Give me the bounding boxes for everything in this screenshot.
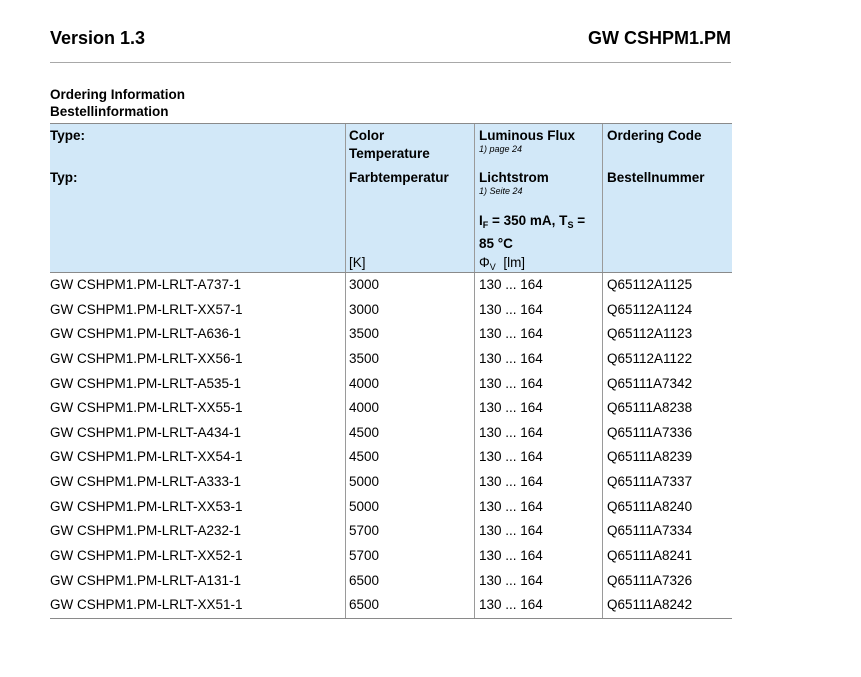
cell-ordering-code: Q65111A8239	[607, 449, 693, 465]
cell-ordering-code: Q65112A1122	[607, 350, 693, 366]
cell-type: GW CSHPM1.PM-LRLT-XX55-1	[50, 400, 243, 416]
table-row	[50, 421, 732, 446]
cell-color-temperature: 5700	[349, 548, 380, 564]
table-row	[50, 273, 732, 298]
cell-luminous-flux: 130 ... 164	[479, 326, 543, 342]
flux-symbol: Φ	[479, 255, 490, 270]
current-value: = 350 mA, T	[488, 213, 568, 228]
temperature-subscript: S	[567, 220, 574, 230]
header-flux-condition-line1	[479, 212, 585, 235]
column-divider	[602, 124, 603, 272]
table-row	[50, 347, 732, 372]
section-title-en: Ordering Information	[50, 87, 185, 102]
cell-luminous-flux: 130 ... 164	[479, 424, 543, 440]
cell-color-temperature: 4500	[349, 424, 380, 440]
cell-luminous-flux: 130 ... 164	[479, 350, 543, 366]
cell-ordering-code: Q65111A7334	[607, 523, 693, 539]
cell-type: GW CSHPM1.PM-LRLT-A131-1	[50, 572, 242, 588]
header-code-en: Ordering Code	[607, 128, 702, 143]
cell-ordering-code: Q65111A7326	[607, 572, 693, 588]
table-row	[50, 544, 732, 569]
table-row	[50, 593, 732, 618]
cell-luminous-flux: 130 ... 164	[479, 548, 543, 564]
cell-type: GW CSHPM1.PM-LRLT-XX51-1	[50, 597, 243, 613]
cell-type: GW CSHPM1.PM-LRLT-A737-1	[50, 277, 242, 292]
header-color-temp-en-line2: Temperature	[349, 145, 430, 161]
cell-type: GW CSHPM1.PM-LRLT-XX53-1	[50, 498, 243, 514]
table-row	[50, 569, 732, 594]
column-divider	[345, 124, 346, 272]
page-header	[50, 28, 731, 50]
header-color-temp-de: Farbtemperatur	[349, 170, 449, 185]
header-color-temp-unit: [K]	[349, 255, 366, 270]
cell-type: GW CSHPM1.PM-LRLT-XX56-1	[50, 350, 243, 366]
header-code-de: Bestellnummer	[607, 170, 705, 185]
cell-luminous-flux: 130 ... 164	[479, 474, 543, 490]
cell-color-temperature: 4000	[349, 400, 380, 416]
cell-luminous-flux: 130 ... 164	[479, 301, 543, 317]
column-divider	[474, 124, 475, 272]
header-flux-de-note: 1) Seite 24	[479, 186, 523, 196]
table-row	[50, 322, 732, 347]
cell-ordering-code: Q65111A7336	[607, 424, 693, 440]
cell-type: GW CSHPM1.PM-LRLT-XX57-1	[50, 301, 243, 317]
cell-color-temperature: 3000	[349, 277, 380, 292]
header-flux-de: Lichtstrom	[479, 170, 549, 185]
table-body	[50, 273, 732, 618]
cell-type: GW CSHPM1.PM-LRLT-A535-1	[50, 375, 242, 391]
flux-subscript: V	[489, 262, 496, 272]
header-color-temp-en-line1: Color	[349, 128, 385, 143]
cell-type: GW CSHPM1.PM-LRLT-A636-1	[50, 326, 242, 342]
table-row	[50, 445, 732, 470]
cell-ordering-code: Q65111A8242	[607, 597, 693, 613]
section-title	[50, 86, 185, 120]
temperature-equals: =	[573, 213, 586, 228]
cell-color-temperature: 5000	[349, 474, 380, 490]
cell-color-temperature: 6500	[349, 597, 380, 613]
cell-ordering-code: Q65111A8241	[607, 548, 693, 564]
current-symbol: I	[479, 213, 483, 228]
section-title-de: Bestellinformation	[50, 104, 169, 119]
cell-color-temperature: 6500	[349, 572, 380, 588]
header-flux-en-note: 1) page 24	[479, 144, 523, 154]
cell-ordering-code: Q65111A7337	[607, 474, 693, 490]
table-row	[50, 495, 732, 520]
document-version: Version 1.3	[50, 28, 146, 48]
flux-unit: [lm]	[503, 255, 526, 270]
cell-type: GW CSHPM1.PM-LRLT-XX52-1	[50, 548, 243, 564]
cell-ordering-code: Q65112A1124	[607, 301, 693, 317]
header-flux-en: Luminous Flux	[479, 128, 575, 143]
header-type-de: Typ:	[50, 170, 78, 185]
ordering-table	[50, 123, 732, 619]
cell-type: GW CSHPM1.PM-LRLT-A333-1	[50, 474, 242, 490]
cell-type: GW CSHPM1.PM-LRLT-A232-1	[50, 523, 242, 539]
table-bottom-rule	[50, 618, 732, 619]
cell-ordering-code: Q65112A1123	[607, 326, 693, 342]
cell-ordering-code: Q65111A8240	[607, 498, 693, 514]
cell-color-temperature: 4000	[349, 375, 380, 391]
current-subscript: F	[482, 220, 489, 230]
cell-color-temperature: 4500	[349, 449, 380, 465]
cell-color-temperature: 5700	[349, 523, 380, 539]
header-divider	[50, 62, 731, 63]
cell-luminous-flux: 130 ... 164	[479, 498, 543, 514]
table-row	[50, 372, 732, 397]
table-header	[50, 123, 732, 273]
cell-luminous-flux: 130 ... 164	[479, 449, 543, 465]
cell-color-temperature: 3000	[349, 301, 380, 317]
table-row	[50, 396, 732, 421]
table-row	[50, 470, 732, 495]
cell-color-temperature: 5000	[349, 498, 380, 514]
cell-luminous-flux: 130 ... 164	[479, 572, 543, 588]
cell-ordering-code: Q65112A1125	[607, 277, 693, 292]
header-type-en: Type:	[50, 128, 86, 143]
cell-luminous-flux: 130 ... 164	[479, 277, 543, 292]
cell-ordering-code: Q65111A8238	[607, 400, 693, 416]
cell-color-temperature: 3500	[349, 326, 380, 342]
cell-type: GW CSHPM1.PM-LRLT-XX54-1	[50, 449, 243, 465]
cell-type: GW CSHPM1.PM-LRLT-A434-1	[50, 424, 242, 440]
cell-luminous-flux: 130 ... 164	[479, 523, 543, 539]
table-row	[50, 519, 732, 544]
cell-luminous-flux: 130 ... 164	[479, 375, 543, 391]
header-flux-condition	[479, 212, 585, 252]
cell-color-temperature: 3500	[349, 350, 380, 366]
header-color-temp-en	[349, 127, 430, 162]
product-name: GW CSHPM1.PM	[587, 28, 731, 48]
table-row	[50, 298, 732, 323]
header-flux-condition-line2: 85 °C	[479, 235, 513, 251]
cell-ordering-code: Q65111A7342	[607, 375, 693, 391]
cell-luminous-flux: 130 ... 164	[479, 597, 543, 613]
cell-luminous-flux: 130 ... 164	[479, 400, 543, 416]
